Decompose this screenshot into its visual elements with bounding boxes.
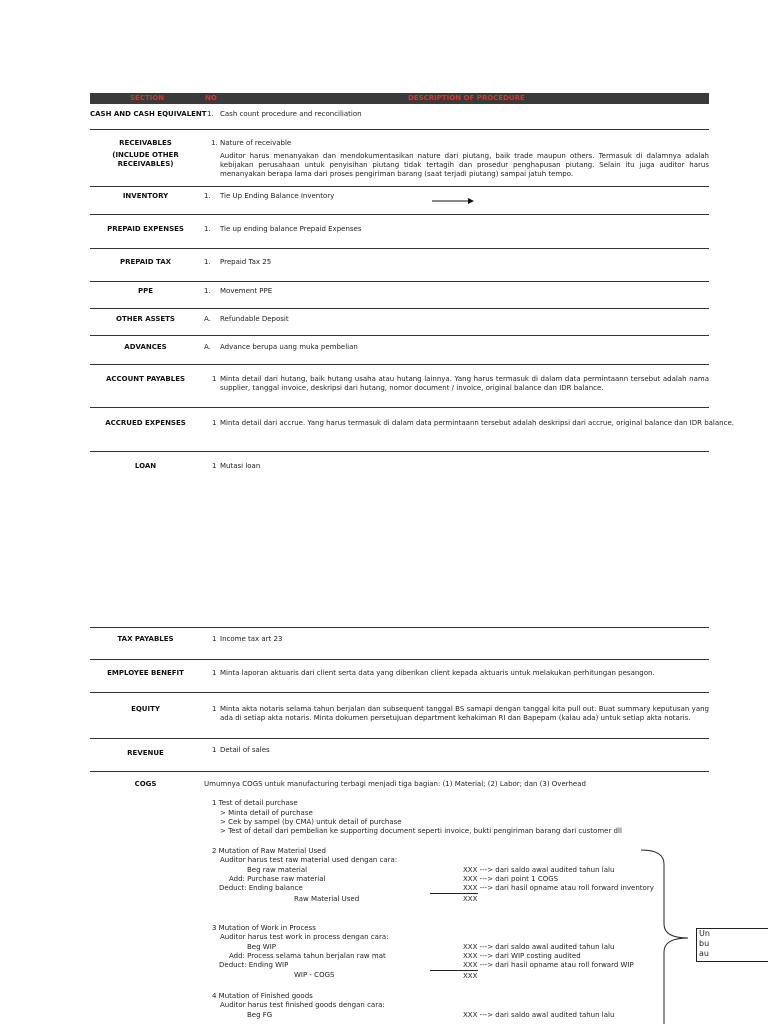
cogs-fg-line: Beg FG [247,1011,273,1019]
header-no: NO [205,94,217,102]
cogs-rm-line: Add: Purchase raw material [229,875,326,883]
section-revenue: REVENUE [127,749,164,757]
cogs-wip-value: XXX [463,972,478,980]
tax-payables-text: Income tax art 23 [220,635,283,643]
prepaid-expenses-num: 1. [204,225,211,233]
divider [90,281,709,282]
side-note-line: au [699,949,709,958]
section-tax-payables: TAX PAYABLES [117,635,174,643]
cogs-fg-value: XXX ---> dari saldo awal audited tahun lalu [463,1011,615,1019]
header-description: DESCRIPTION OF PROCEDURE [408,94,525,102]
section-cash: CASH AND CASH EQUIVALENT [90,110,207,118]
divider [90,659,709,660]
account-payables-text: Minta detail dari hutang, baik hutang usaha atau hutang lainnya. Yang harus termasuk di dalam data permintaann tersebut adalah nama supplier, tanggal invoice, deskripsi dari hutang, nomor document / invoice, original balance dan IDR balance. [220,375,709,392]
prepaid-tax-text: Prepaid Tax 25 [220,258,272,266]
receivables-paragraph: Auditor harus menanyakan dan mendokumentasikan nature dari piutang, baik trade maupun others. Termasuk di dalamnya adalah kebijakan perusahaan untuk penyisihan piutang tidak tertagih dan prosedur penghapusan piutang. Selain itu juga auditor harus menanyakan berapa lama dari proses pengiriman barang (saat terjadi piutang) sampai jatuh tempo. [220,152,709,178]
cogs-wip-sub: Auditor harus test work in process dengan cara: [220,933,389,941]
accrued-expenses-text: Minta detail dari accrue. Yang harus termasuk di dalam data permintaann tersebut adalah deskripsi dari accrue, original balance dan IDR balance. [220,419,734,427]
cogs-rm-value: XXX ---> dari point 1 COGS [463,875,559,883]
cogs-intro: Umumnya COGS untuk manufacturing terbagi menjadi tiga bagian: (1) Material; (2) Labor; dan (3) Overhead [204,780,586,788]
employee-benefit-num: 1 [212,669,217,677]
section-ppe: PPE [137,287,154,295]
cogs-rm-value: XXX ---> dari saldo awal audited tahun lalu [463,866,615,874]
inventory-text: Tie Up Ending Balance Inventory [220,192,335,200]
cogs-rm-line: Raw Material Used [294,895,360,903]
divider [90,451,709,452]
ppe-num: 1. [204,287,211,295]
subtotal-line [430,970,478,971]
arrow-right-icon [430,196,475,206]
header-section: SECTION [130,94,165,102]
loan-text: Mutasi loan [220,462,261,470]
divider [90,627,709,628]
cogs-rm-value: XXX ---> dari hasil opname atau roll forward inventory [463,884,654,892]
table-header [90,93,709,104]
revenue-text: Detail of sales [220,746,270,754]
prepaid-tax-num: 1. [204,258,211,266]
prepaid-expenses-text: Tie up ending balance Prepaid Expenses [220,225,362,233]
subtotal-line [430,893,478,894]
receivables-text: Nature of receivable [220,139,292,147]
cogs-rm-line: Deduct: Ending balance [219,884,303,892]
section-cogs: COGS [134,780,157,788]
cogs-wip-value: XXX ---> dari WIP costing audited [463,952,581,960]
curly-brace-icon [636,848,696,1024]
divider [90,335,709,336]
tax-payables-num: 1 [212,635,217,643]
divider [90,364,709,365]
cogs-wip-value: XXX ---> dari saldo awal audited tahun lalu [463,943,615,951]
section-inventory: INVENTORY [122,192,169,200]
cogs-test-item: > Test of detail dari pembelian ke supporting document seperti invoice, bukti pengiriman barang dari customer dll [220,827,622,835]
side-note-line: bu [699,939,710,948]
cash-num: 1. [207,110,214,118]
section-prepaid-tax: PREPAID TAX [119,258,172,266]
cogs-test-item: > Minta detail of purchase [220,809,313,817]
section-prepaid-expenses: PREPAID EXPENSES [107,225,184,233]
divider [90,186,709,187]
section-advances: ADVANCES [124,343,167,351]
divider [90,129,709,130]
side-note-box [696,928,768,962]
divider [90,771,709,772]
cogs-fg-title: 4 Mutation of Finished goods [212,992,313,1000]
cogs-wip-value: XXX ---> dari hasil opname atau roll forward WIP [463,961,634,969]
employee-benefit-text: Minta laporan aktuaris dari client serta data yang diberikan client kepada aktuaris untuk melakukan perhitungan pesangon. [220,669,655,677]
cogs-rm-sub: Auditor harus test raw material used dengan cara: [220,856,398,864]
divider [90,407,709,408]
divider [90,308,709,309]
advances-num: A. [204,343,211,351]
cogs-rm-value: XXX [463,895,478,903]
section-receivables: RECEIVABLES [119,139,172,147]
section-loan: LOAN [134,462,157,470]
accrued-expenses-num: 1 [212,419,217,427]
cogs-rm-line: Beg raw material [247,866,308,874]
divider [90,738,709,739]
other-assets-num: A. [204,315,211,323]
section-equity: EQUITY [131,705,160,713]
divider [90,692,709,693]
receivables-num: 1. [211,139,218,147]
inventory-num: 1. [204,192,211,200]
cogs-wip-line: Add: Process selama tahun berjalan raw mat [229,952,386,960]
section-accrued-expenses: ACCRUED EXPENSES [105,419,186,427]
cogs-wip-line: Beg WIP [247,943,276,951]
section-employee-benefit: EMPLOYEE BENEFIT [107,669,184,677]
cogs-rm-title: 2 Mutation of Raw Material Used [212,847,326,855]
section-account-payables: ACCOUNT PAYABLES [105,375,186,383]
account-payables-num: 1 [212,375,217,383]
cogs-wip-title: 3 Mutation of Work in Process [212,924,316,932]
cogs-test-title: 1 Test of detail purchase [212,799,298,807]
cogs-test-item: > Cek by sampel (by CMA) untuk detail of purchase [220,818,402,826]
equity-text: Minta akta notaris selama tahun berjalan dan subsequent tanggal BS samapi dengan tanggal kita pull out. Buat summary keputusan yang ada di setiap akta notaris. Minta dokumen persetujuan department kehakiman RI dan Bapepam (kalau ada) untuk setiap akta notaris. [220,705,709,722]
divider [90,248,709,249]
advances-text: Advance berupa uang muka pembelian [220,343,358,351]
side-note-line: Un [699,929,710,938]
receivables-sub: (INCLUDE OTHER RECEIVABLES) [112,151,179,168]
divider [90,214,709,215]
cogs-wip-line: Deduct: Ending WIP [219,961,289,969]
revenue-num: 1 [212,746,217,754]
ppe-text: Movement PPE [220,287,273,295]
cogs-wip-line: WIP - COGS [294,971,335,979]
cash-text: Cash count procedure and reconciliation [220,110,362,118]
section-other-assets: OTHER ASSETS [116,315,175,323]
loan-num: 1 [212,462,217,470]
equity-num: 1 [212,705,217,713]
other-assets-text: Refundable Deposit [220,315,289,323]
cogs-fg-sub: Auditor harus test finished goods dengan cara: [220,1001,385,1009]
